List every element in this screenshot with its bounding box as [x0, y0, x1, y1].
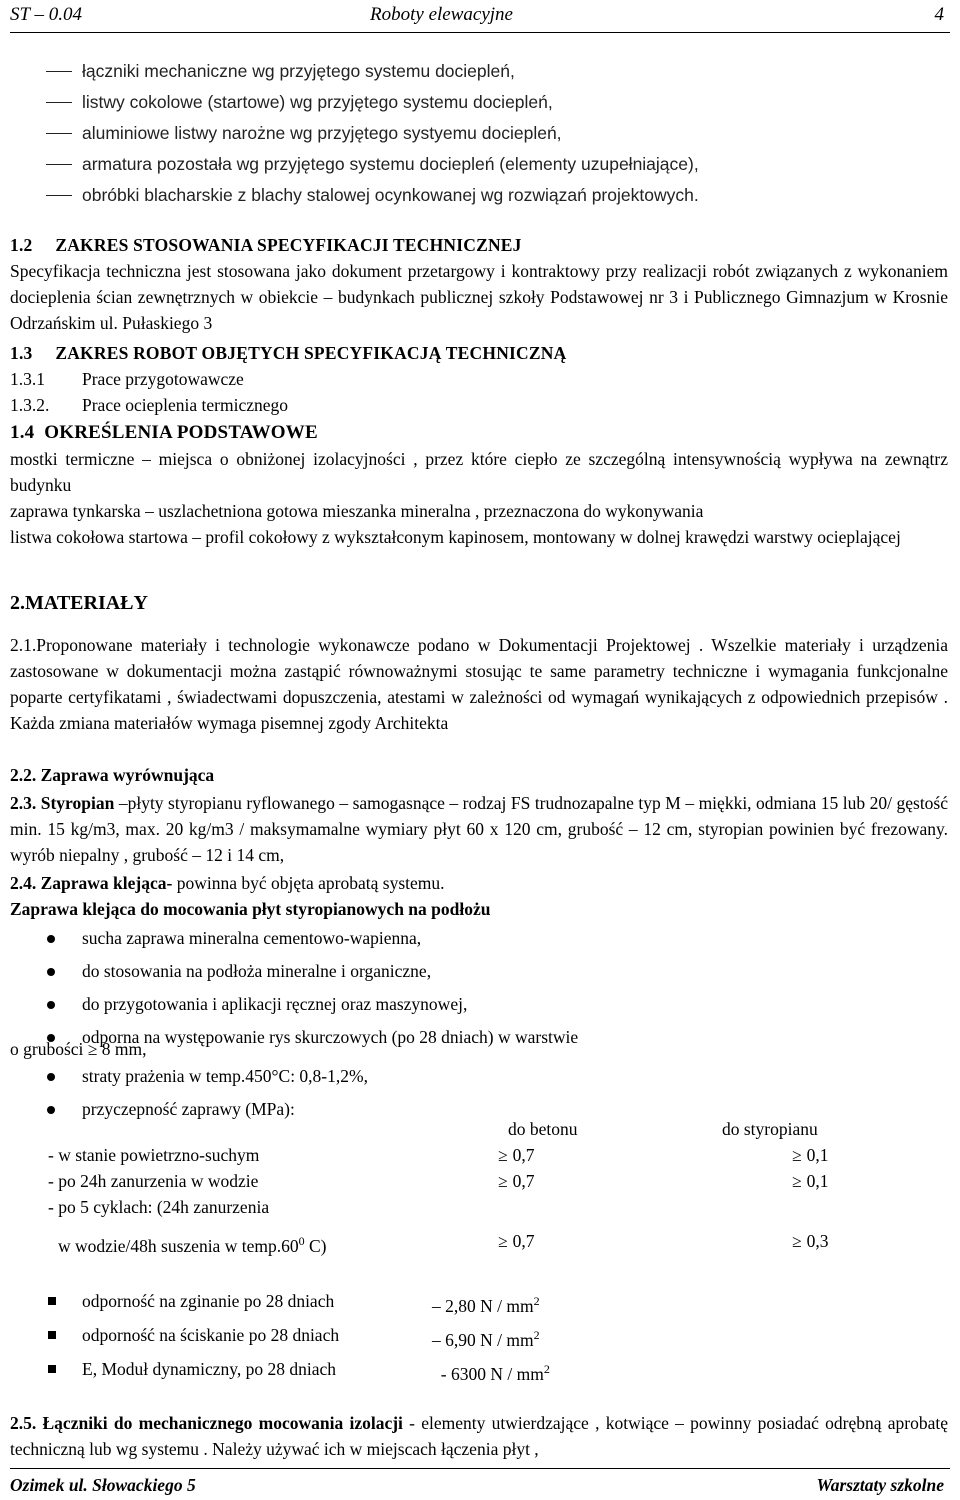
glue-heading: Zaprawa klejąca do mocowania płyt styropianowych na podłożu: [10, 899, 491, 919]
subsection-item: 1.3.1 Prace przygotowawcze: [10, 369, 244, 389]
square-bullet: [48, 1331, 56, 1339]
list-item: do przygotowania i aplikacji ręcznej oraz maszynowej,: [10, 988, 910, 1021]
dash-marker: [46, 133, 72, 134]
square-bullet: [48, 1365, 56, 1373]
footer-organization: Warsztaty szkolne: [816, 1475, 944, 1495]
bullet-dot: [47, 1001, 55, 1009]
table-row: - w stanie powietrzno-suchym ≥ 0,7 ≥ 0,1: [48, 1145, 829, 1165]
list-item: straty prażenia w temp.450°C: 0,8-1,2%,: [10, 1060, 910, 1093]
section-heading-materials: 2.MATERIAŁY: [10, 592, 148, 614]
bullet-dot: [47, 935, 55, 943]
list-item: odporność na zginanie po 28 dniach – 2,80 N / $mm^2$: [10, 1284, 910, 1318]
list-item: odporność na ściskanie po 28 dniach – 6,90 N / $mm^2$: [10, 1318, 910, 1352]
section-heading: 1.2 ZAKRES STOSOWANIA SPECYFIKACJI TECHNICZNEJ: [10, 235, 522, 255]
adhesion-table: [10, 1116, 950, 1254]
section-1-2: [10, 232, 948, 336]
page-footer: [10, 1472, 950, 1498]
list-item: aluminiowe listwy narożne wg przyjętego systyemu dociepleń,: [10, 118, 950, 149]
header-page-number: 4: [934, 4, 944, 25]
footer-rule: [10, 1468, 950, 1469]
properties-square-list: [10, 1284, 910, 1386]
definition-text: zaprawa tynkarska – uszlachetniona gotowa mieszanka mineralna , przeznaczona do wykonywania: [10, 501, 704, 521]
paragraph-2-3: 2.3. Styropian –płyty styropianu ryflowanego – samogasnące – rodzaj FS trudnozapalne typ M – miękki, odmiana 15 lub 20/ gęstość min. 15 kg/m3, max. 20 kg/m3 / maksymamalne wymiary płyt 60 x 120 cm, grubość – 12 cm, styropian powinien być frezowany. wyrób niepalny , grubość – 12 i 14 cm,: [10, 793, 949, 865]
bullet-dot: [47, 1106, 55, 1114]
paragraph-2-4: 2.4. Zaprawa klejąca- powinna być objęta aprobatą systemu.: [10, 873, 445, 893]
list-item: odporna na występowanie rys skurczowych (po 28 dniach) w warstwie: [10, 1021, 910, 1054]
header-spec-code: ST – 0.04: [10, 4, 82, 25]
list-item: listwy cokolowe (startowe) wg przyjętego systemu dociepleń,: [10, 87, 950, 118]
header-rule: [10, 32, 950, 33]
list-item: do stosowania na podłoża mineralne i organiczne,: [10, 955, 910, 988]
column-header: do styropianu: [722, 1119, 818, 1139]
section-heading: 1.3 ZAKRES ROBOT OBJĘTYCH SPECYFIKACJĄ TECHNICZNĄ: [10, 343, 567, 363]
list-item: przyczepność zaprawy (MPa):: [10, 1093, 910, 1126]
table-header-row: [10, 1116, 950, 1142]
square-bullet: [48, 1297, 56, 1305]
list-item: armatura pozostała wg przyjętego systemu dociepleń (elementy uzupełniające),: [10, 149, 950, 180]
paragraph-2-5: 2.5. Łączniki do mechanicznego mocowania izolacji - elementy utwierdzające , kotwiące – powinny posiadać odrębną aprobatę techniczną lub wg systemu . Należy używać ich w miejscach łączenia płyt ,: [10, 1413, 948, 1459]
table-row: w wodzie/48h suszenia w $temp.60^0$ C) ≥ 0,7 ≥ 0,3: [58, 1231, 829, 1256]
section-heading: 1.4 OKREŚLENIA PODSTAWOWE: [10, 422, 318, 443]
column-header: do betonu: [508, 1119, 578, 1139]
materials-dash-list: [10, 56, 950, 211]
glue-bullet-list: [10, 922, 910, 1054]
header-title: Roboty elewacyjne: [370, 4, 513, 25]
list-item: E, Moduł dynamiczny, po 28 dniach - 6300 N / $mm^2$: [10, 1352, 910, 1386]
dash-marker: [46, 195, 72, 196]
page-header: [10, 2, 950, 28]
list-item: obróbki blacharskie z blachy stalowej ocynkowanej wg rozwiązań projektowych.: [10, 180, 950, 211]
bullet-dot: [47, 1073, 55, 1081]
section-1-3: [10, 340, 948, 418]
section-1-4: [10, 420, 948, 550]
section-text: Specyfikacja techniczna jest stosowana jako dokument przetargowy i kontraktowy przy realizacji robót związanych z wykonaniem docieplenia ścian zewnętrznych w obiekcie – budynkach publicznej szkoły Podstawowej nr 3 i Publicznego Gimnazjum w Krosnie Odrzańskim ul. Pułaskiego 3: [10, 261, 948, 333]
footer-address: Ozimek ul. Słowackiego 5: [10, 1475, 196, 1495]
definition-text: listwa cokołowa startowa – profil cokołowy z wykształconym kapinosem, montowany w dolnej krawędzi warstwy ocieplającej: [10, 527, 901, 547]
paragraph-2-2: 2.2. Zaprawa wyrównująca: [10, 765, 215, 785]
dash-marker: [46, 102, 72, 103]
paragraph-2-1: 2.1.Proponowane materiały i technologie wykonawcze podano w Dokumentacji Projektowej . Wszelkie materiały i urządzenia zastosowane w dokumentacji można zastąpić równoważnymi stosując te same parametry techniczne i wymagania funkcjonalne poparte certyfikatami , świadectwami dopuszczenia, atestami w zależności od wymagań wynikających z odpowiednich przepisów . Każda zmiana materiałów wymaga pisemnej zgody Architekta: [10, 635, 948, 733]
dash-marker: [46, 71, 72, 72]
table-row: - po 24h zanurzenia w wodzie ≥ 0,7 ≥ 0,1: [48, 1171, 829, 1191]
list-item: łączniki mechaniczne wg przyjętego systemu dociepleń,: [10, 56, 950, 87]
bullet-dot: [47, 968, 55, 976]
thickness-line: o grubości ≥ 8 mm,: [10, 1039, 147, 1059]
subsection-item: 1.3.2. Prace ocieplenia termicznego: [10, 395, 289, 415]
table-row: - po 5 cyklach: (24h zanurzenia: [48, 1197, 270, 1217]
dash-marker: [46, 164, 72, 165]
definition-text: mostki termiczne – miejsca o obniżonej izolacyjności , przez które ciepło ze szczególną intensywnością wypływa na zewnątrz budynku: [10, 449, 948, 495]
list-item: sucha zaprawa mineralna cementowo-wapienna,: [10, 922, 910, 955]
